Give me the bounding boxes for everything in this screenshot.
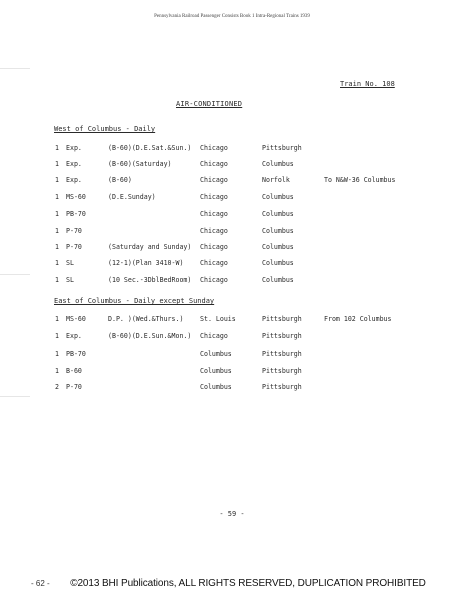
car-count: 2 [55, 383, 59, 391]
car-count: 1 [55, 367, 59, 375]
car-count: 1 [55, 193, 59, 201]
consist-row [0, 259, 464, 269]
car-note: (B-60)(D.E.Sat.&Sun.) [108, 144, 192, 152]
consist-row [0, 227, 464, 237]
page-number: - 59 - [219, 510, 245, 518]
car-origin: Chicago [200, 227, 228, 235]
car-type: MS-60 [66, 193, 86, 201]
car-count: 1 [55, 259, 59, 267]
car-count: 1 [55, 276, 59, 284]
car-origin: Columbus [200, 350, 232, 358]
car-origin: Chicago [200, 176, 228, 184]
margin-mark [0, 68, 30, 69]
consist-row [0, 350, 464, 360]
consist-row [0, 210, 464, 220]
section-title-east: East of Columbus - Daily except Sunday [54, 297, 215, 305]
car-remark: From 102 Columbus [324, 315, 392, 323]
car-destination: Columbus [262, 193, 294, 201]
car-type: B-60 [66, 367, 82, 375]
car-count: 1 [55, 176, 59, 184]
consist-row [0, 193, 464, 203]
car-type: PB-70 [66, 210, 86, 218]
car-destination: Columbus [262, 259, 294, 267]
car-note: (B-60) [108, 176, 132, 184]
car-count: 1 [55, 160, 59, 168]
car-count: 1 [55, 144, 59, 152]
car-note: (12-1)(Plan 3410-W) [108, 259, 184, 267]
footer-page-number: - 62 - [31, 579, 50, 588]
car-destination: Pittsburgh [262, 144, 302, 152]
car-origin: Chicago [200, 276, 228, 284]
footer [0, 578, 464, 592]
car-origin: Chicago [200, 144, 228, 152]
car-destination: Columbus [262, 276, 294, 284]
consist-row [0, 367, 464, 377]
consist-row [0, 383, 464, 393]
consist-row [0, 160, 464, 170]
consist-row [0, 315, 464, 325]
car-type: P-70 [66, 227, 82, 235]
train-number: Train No. 108 [340, 80, 395, 88]
car-origin: Chicago [200, 193, 228, 201]
footer-copyright: ©2013 BHI Publications, ALL RIGHTS RESERVED, DUPLICATION PROHIBITED [70, 578, 426, 589]
car-type: SL [66, 276, 74, 284]
car-destination: Pittsburgh [262, 383, 302, 391]
car-count: 1 [55, 210, 59, 218]
car-destination: Columbus [262, 243, 294, 251]
car-origin: Chicago [200, 259, 228, 267]
car-type: Exp. [66, 144, 82, 152]
car-origin: Columbus [200, 383, 232, 391]
car-type: Exp. [66, 160, 82, 168]
car-count: 1 [55, 243, 59, 251]
car-origin: Chicago [200, 160, 228, 168]
car-note: (B-60)(Saturday) [108, 160, 172, 168]
car-origin: Chicago [200, 210, 228, 218]
car-destination: Columbus [262, 227, 294, 235]
consist-row [0, 332, 464, 342]
car-count: 1 [55, 350, 59, 358]
car-note: (10 Sec.-3DblBedRoom) [108, 276, 192, 284]
car-type: P-70 [66, 243, 82, 251]
car-note: (Saturday and Sunday) [108, 243, 192, 251]
consist-row [0, 176, 464, 186]
margin-mark [0, 396, 30, 397]
car-type: SL [66, 259, 74, 267]
car-count: 1 [55, 332, 59, 340]
car-count: 1 [55, 227, 59, 235]
car-type: PB-70 [66, 350, 86, 358]
car-type: Exp. [66, 176, 82, 184]
car-note: (D.E.Sunday) [108, 193, 156, 201]
car-origin: Chicago [200, 243, 228, 251]
car-destination: Norfolk [262, 176, 290, 184]
margin-mark [0, 274, 30, 275]
consist-row [0, 276, 464, 286]
car-type: P-70 [66, 383, 82, 391]
car-destination: Pittsburgh [262, 367, 302, 375]
car-origin: St. Louis [200, 315, 236, 323]
car-type: MS-60 [66, 315, 86, 323]
car-count: 1 [55, 315, 59, 323]
consist-row [0, 243, 464, 253]
running-header: Pennsylvania Railroad Passenger Consists Book 1 Intra-Regional Trains 1939 [154, 14, 310, 19]
consist-row [0, 144, 464, 154]
car-destination: Pittsburgh [262, 350, 302, 358]
car-destination: Columbus [262, 160, 294, 168]
car-destination: Columbus [262, 210, 294, 218]
car-type: Exp. [66, 332, 82, 340]
car-remark: To N&W-36 Columbus [324, 176, 396, 184]
air-conditioned-heading: AIR-CONDITIONED [176, 100, 243, 108]
car-note: (B-60)(D.E.Sun.&Mon.) [108, 332, 192, 340]
car-destination: Pittsburgh [262, 315, 302, 323]
car-origin: Chicago [200, 332, 228, 340]
car-note: D.P. )(Wed.&Thurs.) [108, 315, 184, 323]
car-origin: Columbus [200, 367, 232, 375]
section-title-west: West of Columbus - Daily [54, 125, 156, 133]
car-destination: Pittsburgh [262, 332, 302, 340]
